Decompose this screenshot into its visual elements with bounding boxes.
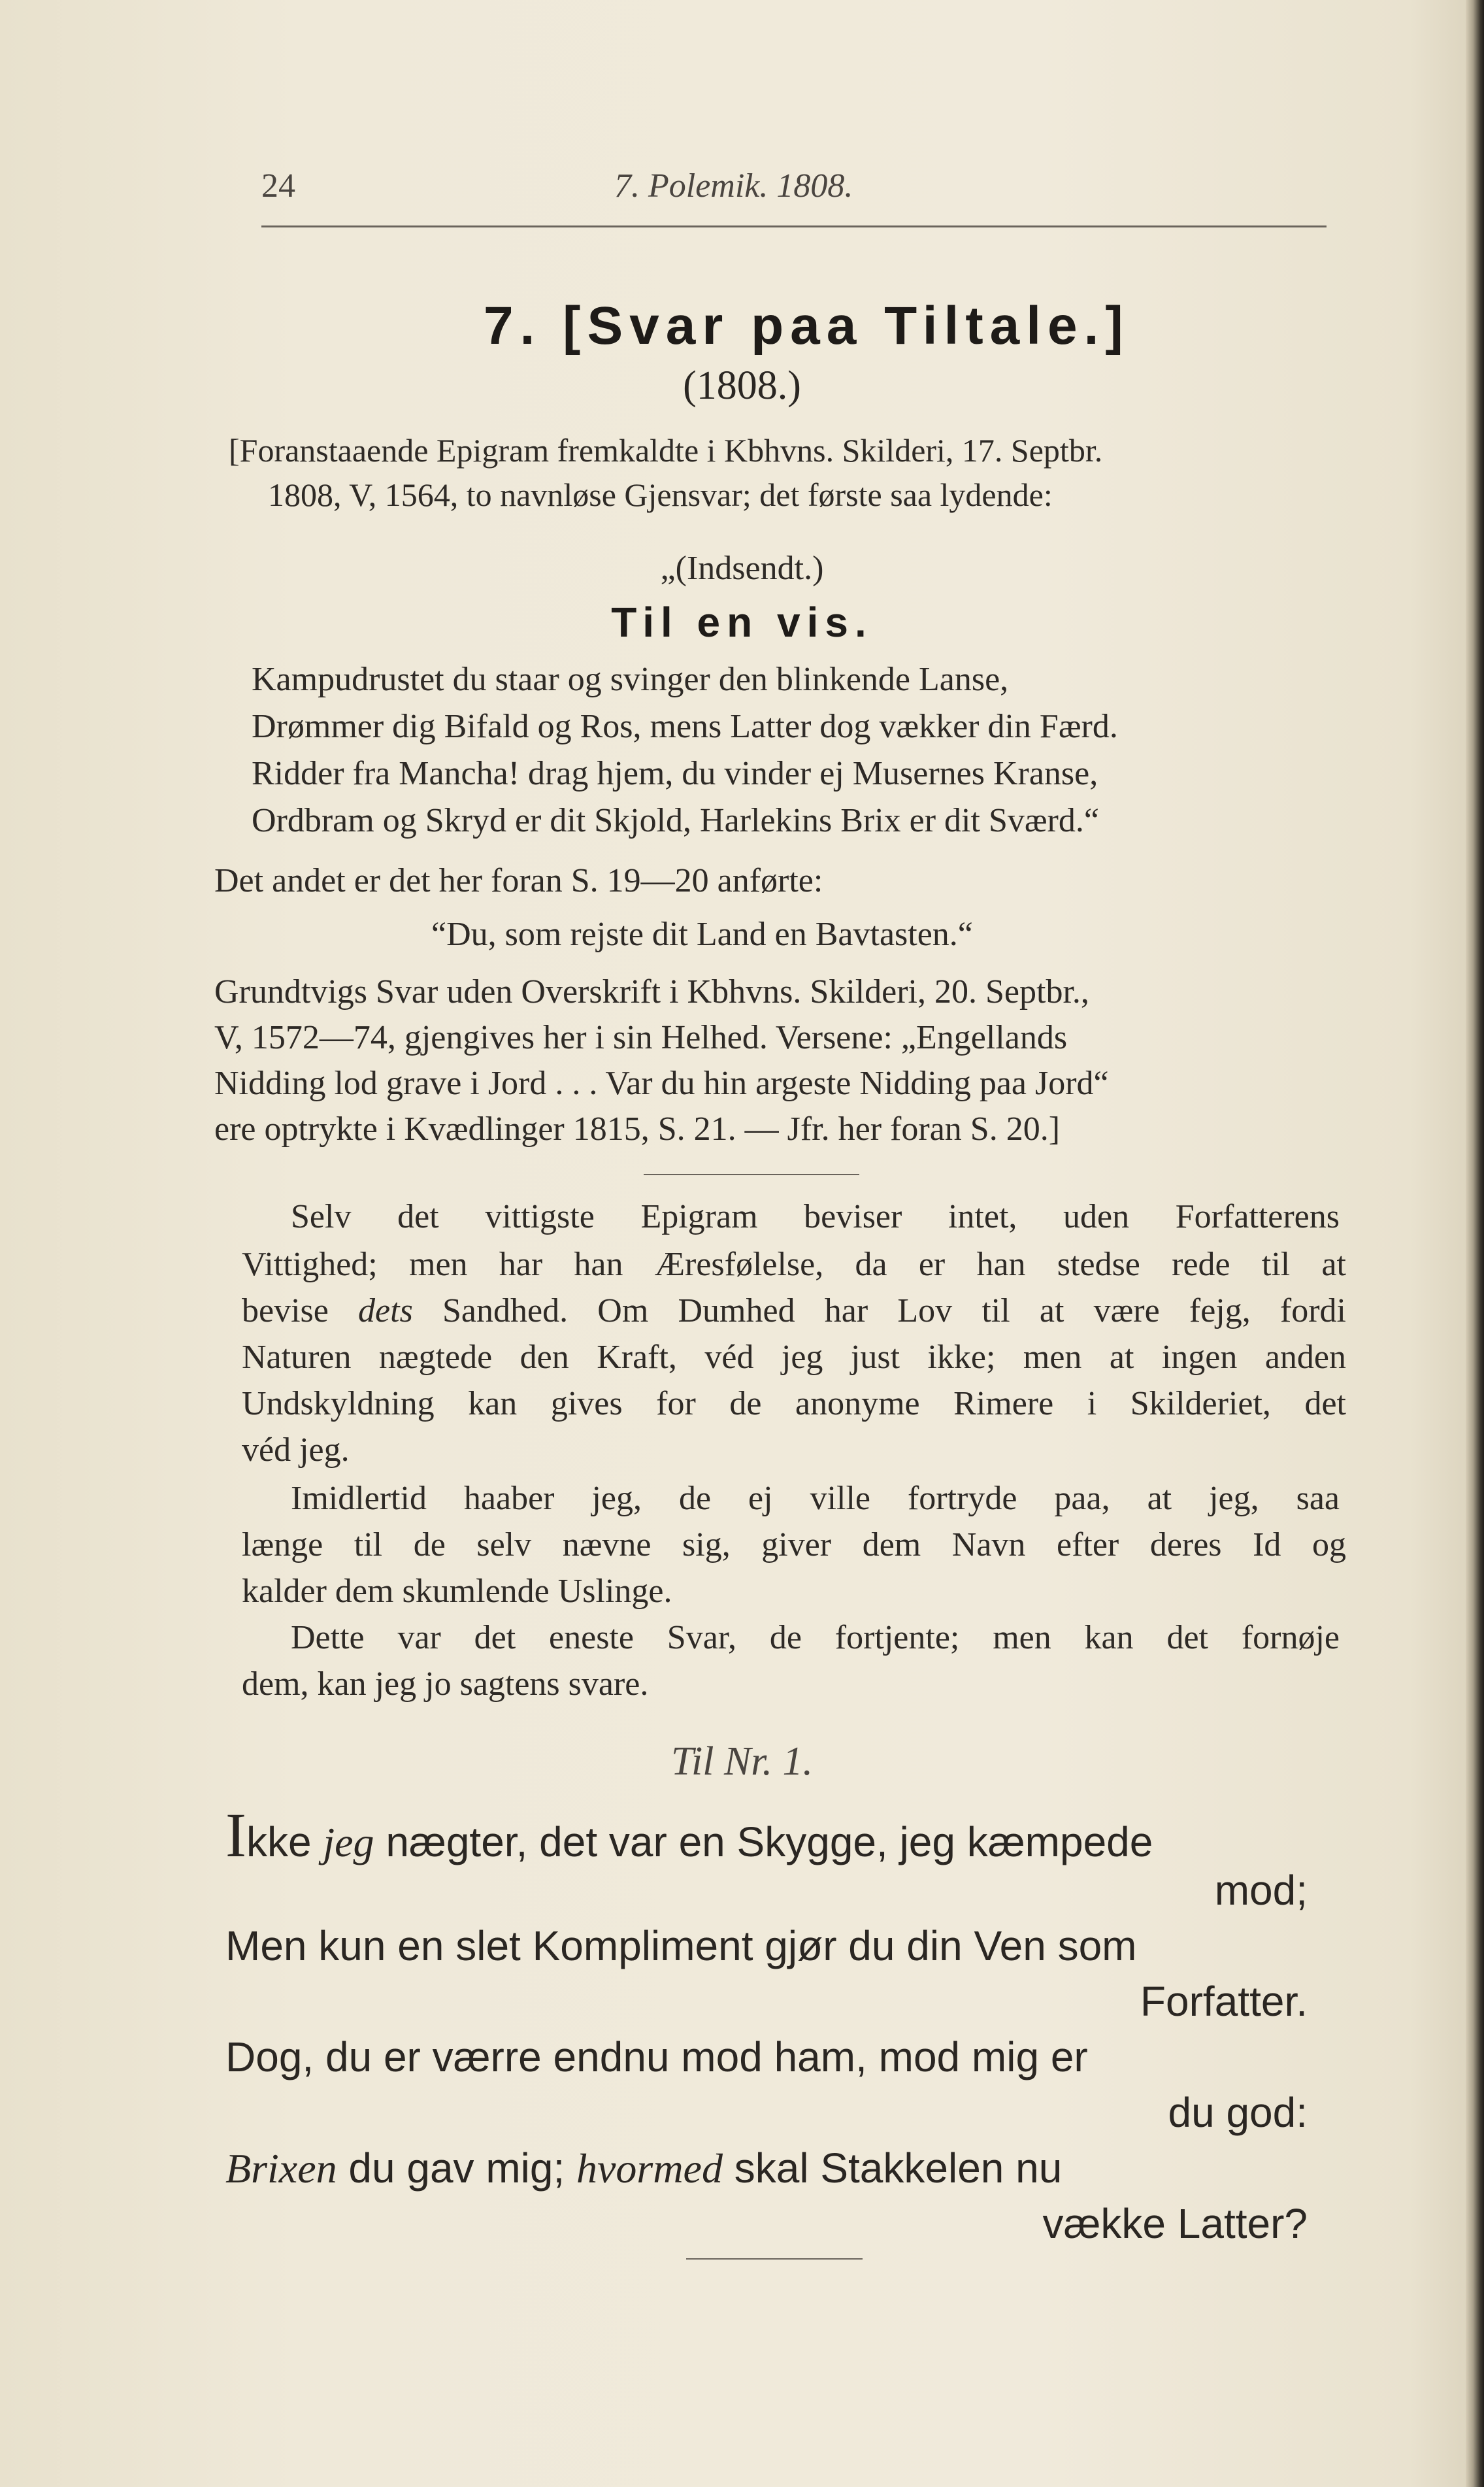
intro-after-line: Det andet er det her foran S. 19—20 anførte: <box>214 862 823 899</box>
poem-line: Kampudrustet du staar og svinger den blinkende Lanse, <box>252 661 1009 698</box>
drop-cap: I <box>225 1800 246 1870</box>
paragraph-line: Imidlertid haaber jeg, de ej ville fortryde paa, at jeg, saa <box>291 1480 1340 1517</box>
note-line: ere optrykte i Kvædlinger 1815, S. 21. — Jfr. her foran S. 20.] <box>214 1110 1061 1148</box>
note-line: Grundtvigs Svar uden Overskrift i Kbhvns. Skilderi, 20. Septbr., <box>214 973 1089 1010</box>
verse-line: Men kun en slet Kompliment gjør du din Ven som <box>225 1922 1137 1969</box>
header-rule <box>261 225 1327 227</box>
running-head: 7. Polemik. 1808. <box>614 167 853 205</box>
chapter-title: 7. [Svar paa Tiltale.] <box>484 296 1130 356</box>
verse-continuation: Forfatter. <box>1140 1978 1308 2025</box>
indsendt-label: „(Indsendt.) <box>660 550 824 587</box>
verse-line: Brixen du gav mig; hvormed skal Stakkelen nu <box>225 2145 1063 2192</box>
poem-line: Drømmer dig Bifald og Ros, mens Latter dog vækker din Færd. <box>252 708 1118 745</box>
verse-continuation: du god: <box>1168 2089 1308 2136</box>
page-header <box>261 167 1327 225</box>
paragraph-line: kalder dem skumlende Uslinge. <box>242 1573 672 1610</box>
verse-line: Ikke jeg nægter, det var en Skygge, jeg kæmpede <box>225 1800 1153 1870</box>
paragraph-line: Undskyldning kan gives for de anonyme Rimere i Skilderiet, det <box>242 1385 1346 1422</box>
paragraph-line: Dette var det eneste Svar, de fortjente; men kan det fornøje <box>291 1619 1340 1656</box>
intro-quote: “Du, som rejste dit Land en Bavtasten.“ <box>431 916 973 953</box>
end-rule <box>686 2258 863 2260</box>
section-divider <box>644 1174 859 1175</box>
chapter-year: (1808.) <box>683 363 801 408</box>
paragraph-line: véd jeg. <box>242 1431 350 1469</box>
paragraph-line: længe til de selv nævne sig, giver dem Navn efter deres Id og <box>242 1526 1346 1563</box>
section-heading: Til Nr. 1. <box>670 1739 814 1784</box>
page-number: 24 <box>261 167 295 205</box>
poem-line: Ridder fra Mancha! drag hjem, du vinder ej Musernes Kranse, <box>252 755 1098 792</box>
paragraph-line: Selv det vittigste Epigram beviser intet, uden Forfatterens <box>291 1198 1340 1235</box>
poem-title: Til en vis. <box>611 599 873 646</box>
paragraph-line: bevise dets Sandhed. Om Dumhed har Lov til at være fejg, fordi <box>242 1292 1346 1329</box>
paragraph-line: Vittighed; men har han Æresfølelse, da er han stedse rede til at <box>242 1246 1346 1283</box>
verse-continuation: mod; <box>1214 1867 1308 1914</box>
verse-continuation: vække Latter? <box>1042 2200 1308 2247</box>
verse-line: Dog, du er værre endnu mod ham, mod mig er <box>225 2033 1088 2080</box>
poem-line: Ordbram og Skryd er dit Skjold, Harlekins Brix er dit Sværd.“ <box>252 802 1099 839</box>
intro-line: [Foranstaaende Epigram fremkaldte i Kbhvns. Skilderi, 17. Septbr. <box>229 432 1103 469</box>
note-line: V, 1572—74, gjengives her i sin Helhed. Versene: „Engellands <box>214 1019 1068 1056</box>
intro-line: 1808, V, 1564, to navnløse Gjensvar; det første saa lydende: <box>268 476 1053 513</box>
paragraph-line: Naturen nægtede den Kraft, véd jeg just ikke; men at ingen anden <box>242 1339 1346 1376</box>
paragraph-line: dem, kan jeg jo sagtens svare. <box>242 1665 649 1703</box>
note-line: Nidding lod grave i Jord . . . Var du hin argeste Nidding paa Jord“ <box>214 1065 1109 1102</box>
